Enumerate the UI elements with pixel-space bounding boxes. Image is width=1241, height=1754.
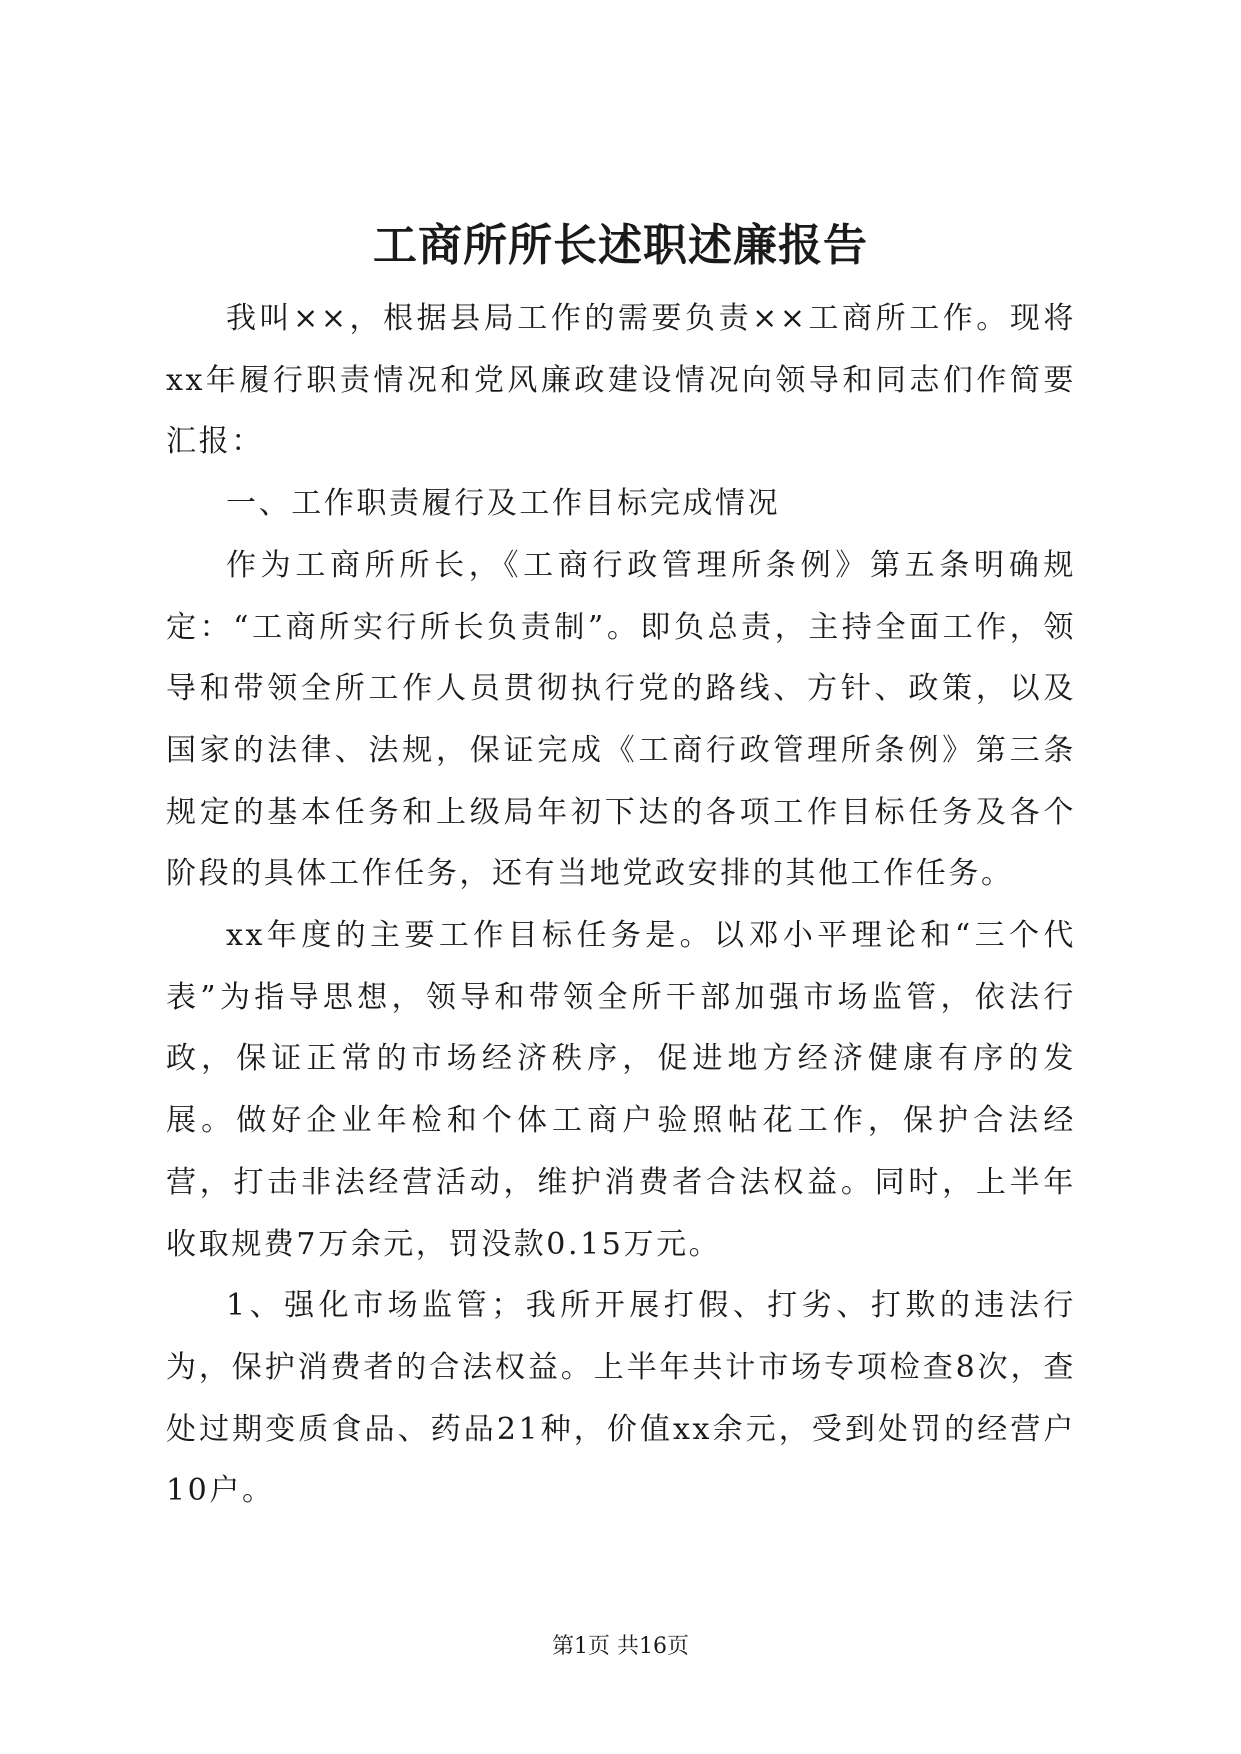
paragraph-intro: 我叫××，根据县局工作的需要负责××工商所工作。现将xx年履行职责情况和党风廉政建设情况向领导和同志们作简要汇报：	[166, 301, 1076, 460]
section-heading-1: 一、工作职责履行及工作目标完成情况	[226, 486, 781, 522]
page-number-footer: 第1页 共16页	[552, 1634, 689, 1659]
document-body	[166, 288, 1076, 1522]
paragraph-annual-goals: xx年度的主要工作目标任务是。以邓小平理论和“三个代表”为指导思想，领导和带领全所干部加强市场监管，依法行政，保证正常的市场经济秩序，促进地方经济健康有序的发展。做好企业年检和个体工商户验照帖花工作，保护合法经营，打击非法经营活动，维护消费者合法权益。同时，上半年收取规费7万余元，罚没款0.15万元。	[166, 918, 1076, 1262]
document-title: 工商所所长述职述廉报告	[373, 220, 868, 271]
paragraph-market-supervision: 1、强化市场监管；我所开展打假、打劣、打欺的违法行为，保护消费者的合法权益。上半年共计市场专项检查8次，查处过期变质食品、药品21种，价值xx余元，受到处罚的经营户10户。	[166, 1288, 1076, 1509]
paragraph-duties: 作为工商所所长，《工商行政管理所条例》第五条明确规定：“工商所实行所长负责制”。即负总责，主持全面工作，领导和带领全所工作人员贯彻执行党的路线、方针、政策，以及国家的法律、法规，保证完成《工商行政管理所条例》第三条规定的基本任务和上级局年初下达的各项工作目标任务及各个阶段的具体工作任务，还有当地党政安排的其他工作任务。	[166, 547, 1076, 892]
